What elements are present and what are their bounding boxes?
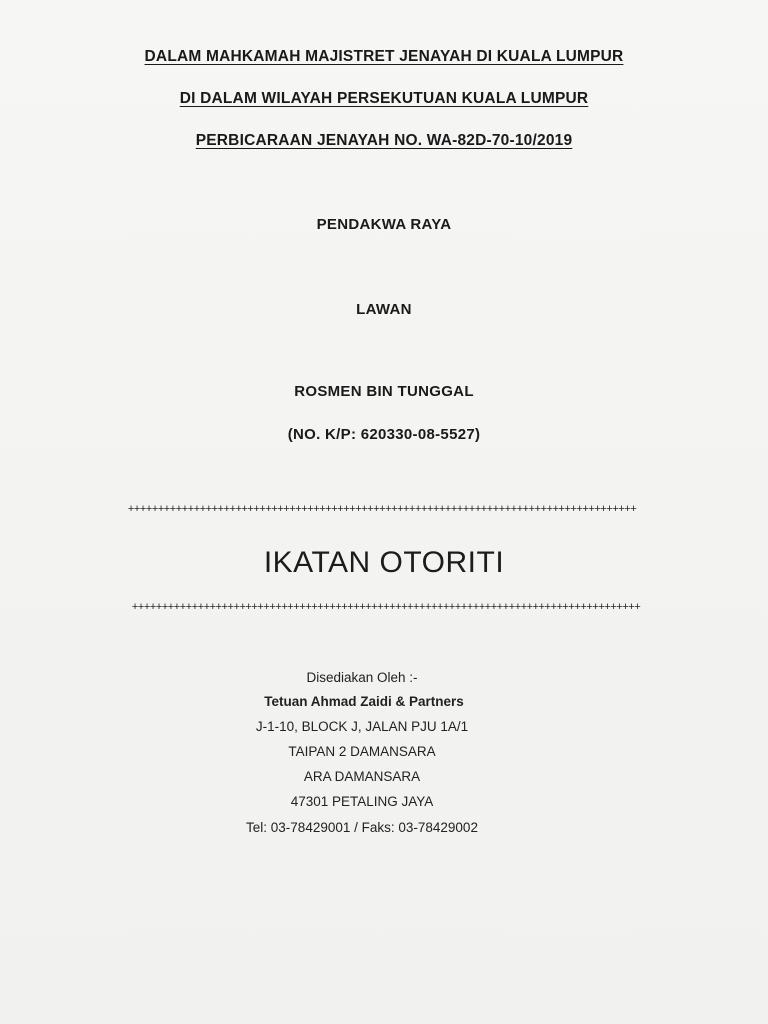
case-number-heading: PERBICARAAN JENAYAH NO. WA-82D-70-10/2019: [195, 132, 573, 149]
address-line-2: TAIPAN 2 DAMANSARA: [288, 744, 436, 759]
document-title: IKATAN OTORITI: [263, 546, 505, 579]
accused-name: ROSMEN BIN TUNGGAL: [294, 383, 474, 400]
prosecutor-label: PENDAKWA RAYA: [316, 216, 452, 233]
court-heading-line-2: DI DALAM WILAYAH PERSEKUTUAN KUALA LUMPUR: [179, 90, 589, 107]
address-line-4: 47301 PETALING JAYA: [290, 794, 434, 809]
separator-top: +++++++++++++++++++++++++++++++++++++++++++++++++++++++++++++++++++++++++++++++++++++: [127, 504, 637, 516]
separator-bottom: +++++++++++++++++++++++++++++++++++++++++++++++++++++++++++++++++++++++++++++++++++++: [131, 602, 641, 614]
court-heading-line-1: DALAM MAHKAMAH MAJISTRET JENAYAH DI KUALA LUMPUR: [144, 48, 624, 65]
prepared-by-label: Disediakan Oleh :-: [306, 670, 418, 685]
address-line-1: J-1-10, BLOCK J, JALAN PJU 1A/1: [255, 719, 469, 734]
contact-line: Tel: 03-78429001 / Faks: 03-78429002: [246, 820, 478, 835]
versus-label: LAWAN: [356, 301, 412, 318]
address-line-3: ARA DAMANSARA: [303, 769, 421, 784]
accused-id-number: (NO. K/P: 620330-08-5527): [287, 426, 481, 443]
law-firm-name: Tetuan Ahmad Zaidi & Partners: [264, 694, 464, 709]
